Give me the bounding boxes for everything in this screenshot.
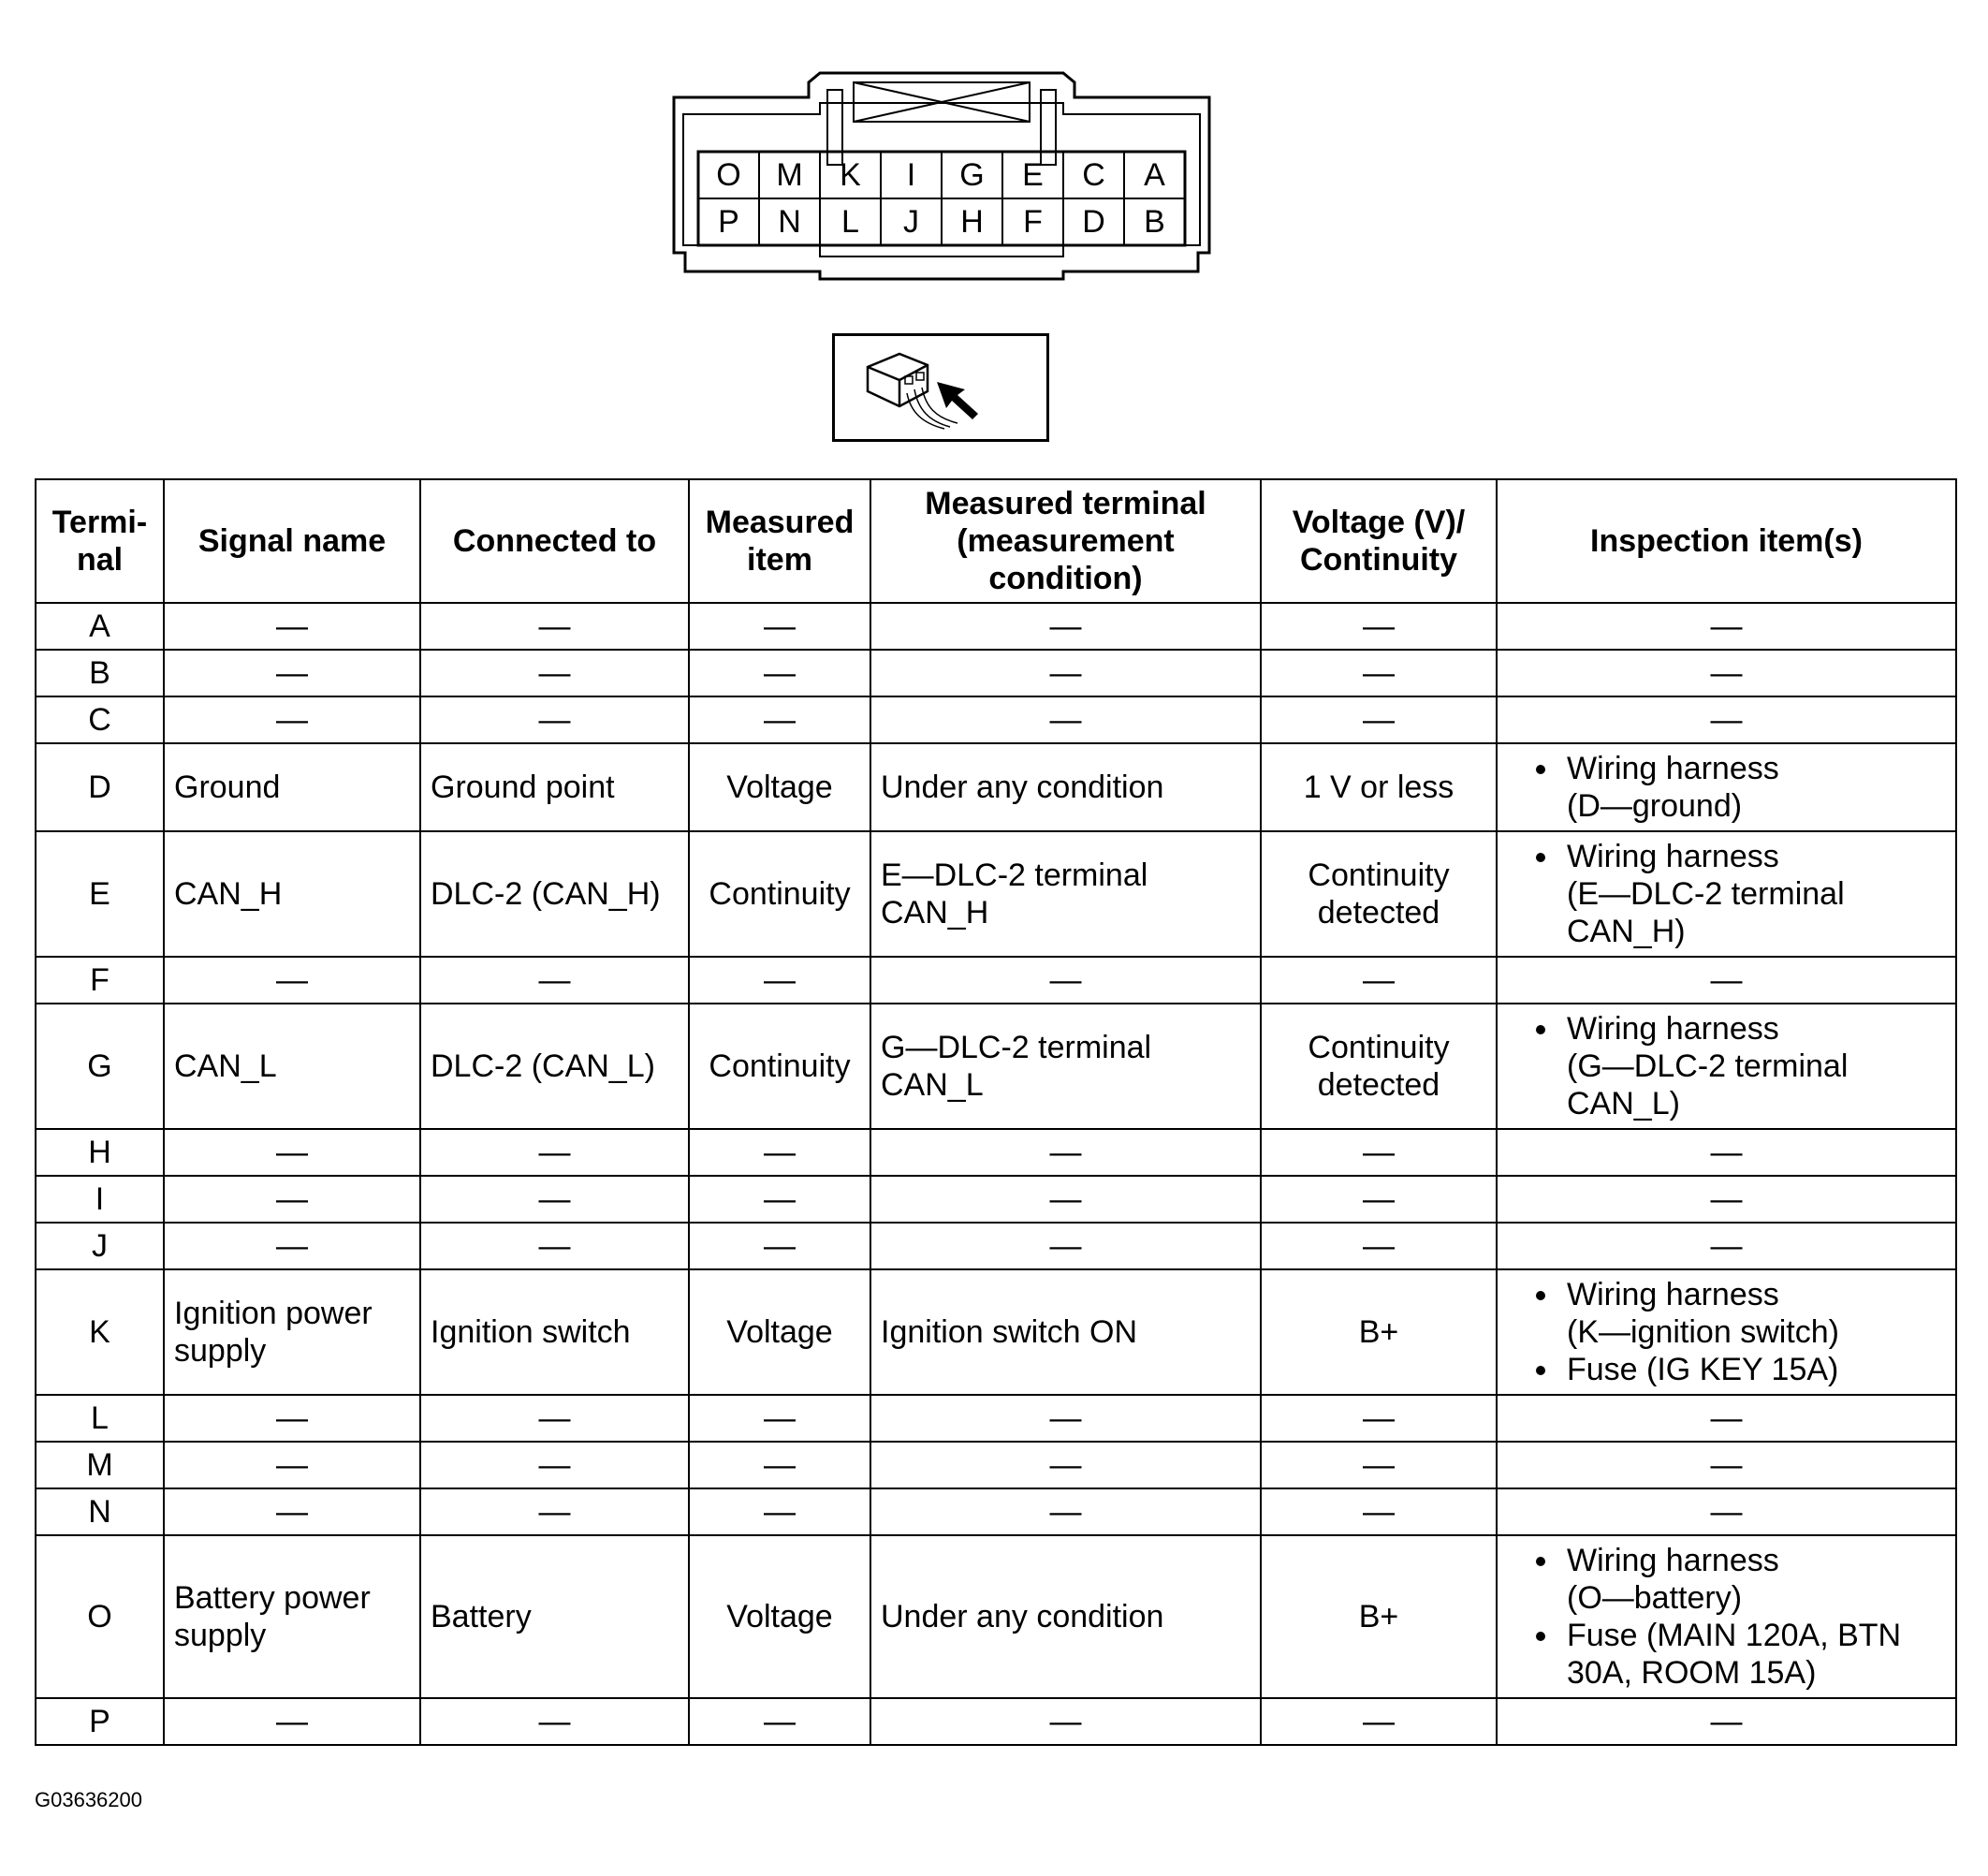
measured-item-cell: Voltage <box>689 743 870 831</box>
connected-to-cell: — <box>420 1488 689 1535</box>
signal-name-cell: — <box>164 1129 420 1176</box>
voltage-cell: B+ <box>1261 1269 1497 1395</box>
pin-label-j: J <box>903 204 919 240</box>
pin-label-m: M <box>776 157 803 193</box>
signal-name-cell: — <box>164 603 420 650</box>
header-terminal: Termi- nal <box>36 479 164 603</box>
inspection-items-cell: — <box>1497 1129 1956 1176</box>
pin-label-c: C <box>1082 157 1105 193</box>
header-measured-item: Measured item <box>689 479 870 603</box>
connected-to-cell: DLC-2 (CAN_L) <box>420 1004 689 1129</box>
table-header-row <box>36 479 1956 603</box>
inspection-items-cell <box>1497 743 1956 831</box>
connected-to-cell: — <box>420 650 689 696</box>
table-row <box>36 1535 1956 1698</box>
signal-name-cell: — <box>164 1176 420 1223</box>
terminal-cell: G <box>36 1004 164 1129</box>
signal-name-cell: — <box>164 696 420 743</box>
connected-to-cell: Battery <box>420 1535 689 1698</box>
pin-label-a: A <box>1144 157 1165 193</box>
inspection-items-cell: — <box>1497 1488 1956 1535</box>
voltage-cell: Continuity detected <box>1261 1004 1497 1129</box>
terminal-cell: J <box>36 1223 164 1269</box>
measured-item-cell: — <box>689 696 870 743</box>
measured-terminal-cell: — <box>870 1223 1261 1269</box>
inspection-items-cell: — <box>1497 1395 1956 1442</box>
voltage-cell: — <box>1261 1698 1497 1745</box>
pin-label-h: H <box>960 204 984 240</box>
terminal-cell: D <box>36 743 164 831</box>
header-inspection-items: Inspection item(s) <box>1497 479 1956 603</box>
terminal-cell: O <box>36 1535 164 1698</box>
measured-item-cell: — <box>689 957 870 1004</box>
inspection-list <box>1507 1276 1946 1388</box>
signal-name-cell: — <box>164 1488 420 1535</box>
pin-label-n: N <box>778 204 801 240</box>
inspection-item: • Fuse (MAIN 120A, BTN 30A, ROOM 15A) <box>1561 1617 1946 1692</box>
inspection-items-cell: — <box>1497 1698 1956 1745</box>
pin-label-o: O <box>716 157 741 193</box>
pin-label-p: P <box>718 204 739 240</box>
terminal-cell: B <box>36 650 164 696</box>
pin-label-i: I <box>906 157 916 193</box>
inspection-items-cell: — <box>1497 650 1956 696</box>
header-voltage-continuity: Voltage (V)/ Continuity <box>1261 479 1497 603</box>
inspection-item: • Wiring harness (E—DLC-2 terminal CAN_H) <box>1561 838 1946 950</box>
signal-name-cell: Ground <box>164 743 420 831</box>
signal-name-cell: — <box>164 1442 420 1488</box>
connector-harness-side-view-icon <box>832 333 1049 442</box>
table-row <box>36 1488 1956 1535</box>
signal-name-cell: — <box>164 1698 420 1745</box>
voltage-cell: B+ <box>1261 1535 1497 1698</box>
pin-label-k: K <box>840 157 861 193</box>
measured-terminal-cell: — <box>870 1488 1261 1535</box>
voltage-cell: — <box>1261 1176 1497 1223</box>
table-row <box>36 603 1956 650</box>
pin-label-b: B <box>1144 204 1165 240</box>
table-row <box>36 1004 1956 1129</box>
voltage-cell: — <box>1261 650 1497 696</box>
measured-terminal-cell: — <box>870 603 1261 650</box>
measured-item-cell: — <box>689 1129 870 1176</box>
voltage-cell: — <box>1261 1129 1497 1176</box>
voltage-cell: — <box>1261 1223 1497 1269</box>
header-measured-terminal: Measured terminal (measurement condition) <box>870 479 1261 603</box>
measured-terminal-cell: — <box>870 696 1261 743</box>
pin-label-g: G <box>959 157 985 193</box>
signal-name-cell: CAN_H <box>164 831 420 957</box>
measured-item-cell: Continuity <box>689 831 870 957</box>
measured-item-cell: Voltage <box>689 1535 870 1698</box>
measured-item-cell: Voltage <box>689 1269 870 1395</box>
inspection-items-cell: — <box>1497 603 1956 650</box>
voltage-cell: 1 V or less <box>1261 743 1497 831</box>
measured-item-cell: — <box>689 1223 870 1269</box>
measured-terminal-cell: — <box>870 1442 1261 1488</box>
inspection-items-cell: — <box>1497 1223 1956 1269</box>
voltage-cell: — <box>1261 696 1497 743</box>
terminal-cell: C <box>36 696 164 743</box>
table-row <box>36 957 1956 1004</box>
signal-name-cell: Ignition power supply <box>164 1269 420 1395</box>
header-connected-to: Connected to <box>420 479 689 603</box>
inspection-items-cell: — <box>1497 957 1956 1004</box>
signal-name-cell: — <box>164 1223 420 1269</box>
connected-to-cell: — <box>420 1223 689 1269</box>
connected-to-cell: — <box>420 1129 689 1176</box>
connected-to-cell: — <box>420 1698 689 1745</box>
voltage-cell: — <box>1261 1488 1497 1535</box>
measured-terminal-cell: Under any condition <box>870 1535 1261 1698</box>
signal-name-cell: — <box>164 957 420 1004</box>
connected-to-cell: — <box>420 957 689 1004</box>
pin-label-f: F <box>1023 204 1043 240</box>
inspection-list <box>1507 838 1946 950</box>
inspection-item: • Wiring harness (G—DLC-2 terminal CAN_L) <box>1561 1010 1946 1122</box>
inspection-items-cell: — <box>1497 1442 1956 1488</box>
connected-to-cell: — <box>420 1442 689 1488</box>
table-row <box>36 1269 1956 1395</box>
measured-terminal-cell: G—DLC-2 terminal CAN_L <box>870 1004 1261 1129</box>
connected-to-cell: Ignition switch <box>420 1269 689 1395</box>
terminal-cell: H <box>36 1129 164 1176</box>
terminal-cell: N <box>36 1488 164 1535</box>
signal-name-cell: — <box>164 1395 420 1442</box>
measured-item-cell: — <box>689 1698 870 1745</box>
connector-diagram <box>670 69 1213 283</box>
table-row <box>36 696 1956 743</box>
measured-item-cell: Continuity <box>689 1004 870 1129</box>
measured-item-cell: — <box>689 603 870 650</box>
terminal-table <box>35 478 1957 1746</box>
pin-label-e: E <box>1022 157 1044 193</box>
terminal-cell: P <box>36 1698 164 1745</box>
terminal-cell: L <box>36 1395 164 1442</box>
figure-id: G03636200 <box>35 1788 142 1811</box>
voltage-cell: Continuity detected <box>1261 831 1497 957</box>
pin-label-l: L <box>841 204 859 240</box>
terminal-cell: F <box>36 957 164 1004</box>
pin-label-d: D <box>1082 204 1105 240</box>
measured-item-cell: — <box>689 650 870 696</box>
measured-terminal-cell: E—DLC-2 terminal CAN_H <box>870 831 1261 957</box>
measured-terminal-cell: Ignition switch ON <box>870 1269 1261 1395</box>
inspection-list <box>1507 1542 1946 1692</box>
header-signal-name: Signal name <box>164 479 420 603</box>
inspection-item: • Fuse (IG KEY 15A) <box>1561 1351 1946 1388</box>
measured-terminal-cell: Under any condition <box>870 743 1261 831</box>
measured-item-cell: — <box>689 1488 870 1535</box>
table-row <box>36 1176 1956 1223</box>
signal-name-cell: Battery power supply <box>164 1535 420 1698</box>
measured-terminal-cell: — <box>870 1395 1261 1442</box>
table-row <box>36 1395 1956 1442</box>
inspection-list <box>1507 750 1946 825</box>
inspection-items-cell: — <box>1497 1176 1956 1223</box>
measured-item-cell: — <box>689 1442 870 1488</box>
inspection-list <box>1507 1010 1946 1122</box>
table-row <box>36 1129 1956 1176</box>
table-row <box>36 650 1956 696</box>
inspection-item: • Wiring harness (K—ignition switch) <box>1561 1276 1946 1351</box>
connected-to-cell: — <box>420 1395 689 1442</box>
terminal-cell: M <box>36 1442 164 1488</box>
table-row <box>36 743 1956 831</box>
inspection-items-cell: — <box>1497 696 1956 743</box>
inspection-item: • Wiring harness (D—ground) <box>1561 750 1946 825</box>
inspection-items-cell <box>1497 1269 1956 1395</box>
table-row <box>36 1698 1956 1745</box>
terminal-cell: I <box>36 1176 164 1223</box>
inspection-items-cell <box>1497 1535 1956 1698</box>
voltage-cell: — <box>1261 1442 1497 1488</box>
measured-terminal-cell: — <box>870 1176 1261 1223</box>
connected-to-cell: DLC-2 (CAN_H) <box>420 831 689 957</box>
signal-name-cell: — <box>164 650 420 696</box>
measured-item-cell: — <box>689 1395 870 1442</box>
connected-to-cell: — <box>420 603 689 650</box>
connected-to-cell: Ground point <box>420 743 689 831</box>
connected-to-cell: — <box>420 696 689 743</box>
voltage-cell: — <box>1261 603 1497 650</box>
terminal-cell: E <box>36 831 164 957</box>
table-row <box>36 1223 1956 1269</box>
inspection-items-cell <box>1497 1004 1956 1129</box>
inspection-item: • Wiring harness (O—battery) <box>1561 1542 1946 1617</box>
connected-to-cell: — <box>420 1176 689 1223</box>
voltage-cell: — <box>1261 1395 1497 1442</box>
signal-name-cell: CAN_L <box>164 1004 420 1129</box>
terminal-cell: A <box>36 603 164 650</box>
voltage-cell: — <box>1261 957 1497 1004</box>
terminal-cell: K <box>36 1269 164 1395</box>
inspection-items-cell <box>1497 831 1956 957</box>
measured-item-cell: — <box>689 1176 870 1223</box>
measured-terminal-cell: — <box>870 1698 1261 1745</box>
table-row <box>36 831 1956 957</box>
measured-terminal-cell: — <box>870 650 1261 696</box>
measured-terminal-cell: — <box>870 957 1261 1004</box>
table-row <box>36 1442 1956 1488</box>
measured-terminal-cell: — <box>870 1129 1261 1176</box>
